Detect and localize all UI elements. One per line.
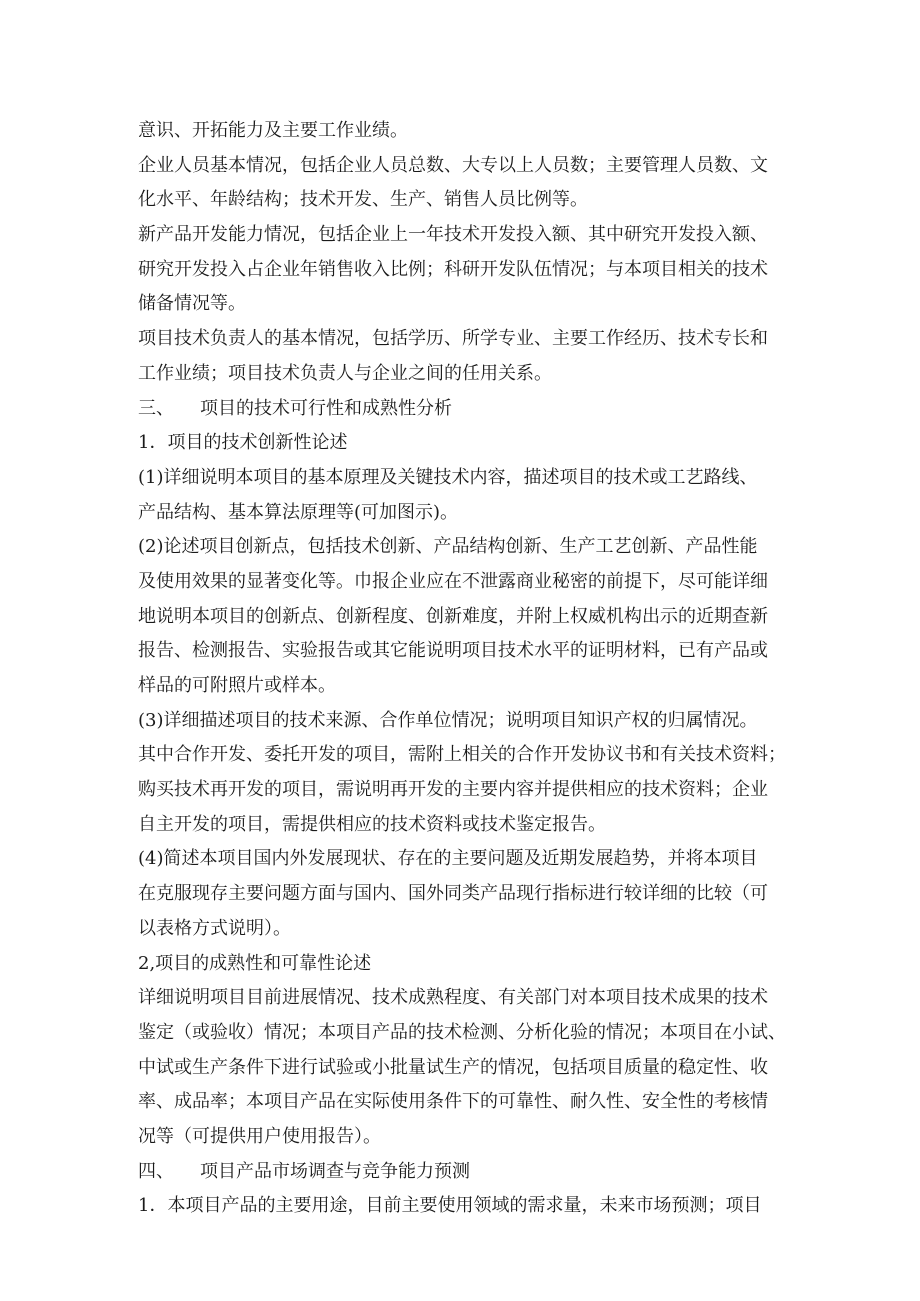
paragraph-line: (3)详细描述项目的技术来源、合作单位情况；说明项目知识产权的归属情况。 — [138, 709, 758, 731]
paragraph-line: 1．本项目产品的主要用途，目前主要使用领域的需求量，未来市场预测；项目 — [138, 1195, 762, 1217]
paragraph-line: 报告、检测报告、实验报告或其它能说明项目技术水平的证明材料，已有产品或 — [138, 640, 768, 662]
paragraph-line: 及使用效果的显著变化等。巾报企业应在不泄露商业秘密的前提下，尽可能详细 — [138, 570, 768, 592]
paragraph-line: 企业人员基本情况，包括企业人员总数、大专以上人员数；主要管理人员数、文 — [138, 154, 768, 176]
paragraph-line: 化水平、年龄结构；技术开发、生产、销售人员比例等。 — [138, 189, 588, 211]
section-number: 四、 — [138, 1160, 174, 1182]
paragraph-line: 研究开发投入占企业年销售收入比例；科研开发队伍情况；与本项目相关的技术 — [138, 258, 768, 280]
paragraph-line: 购买技术再开发的项目，需说明再开发的主要内容并提供相应的技术资料；企业 — [138, 779, 768, 801]
paragraph-line: 项目技术负责人的基本情况，包括学历、所学专业、主要工作经历、技术专长和 — [138, 328, 768, 350]
paragraph-line: 意识、开拓能力及主要工作业绩。 — [138, 120, 408, 141]
section-title: 项目产品市场调查与竞争能力预测 — [200, 1160, 470, 1182]
paragraph-line: 地说明本项目的创新点、创新程度、创新难度，并附上权威机构出示的近期查新 — [138, 605, 768, 627]
paragraph-line: 鉴定（或验收）情况；本项目产品的技术检测、分析化验的情况；本项目在小试、 — [138, 1021, 786, 1043]
paragraph-line: 率、成品率；本项目产品在实际使用条件下的可靠性、耐久性、安全性的考核情 — [138, 1091, 768, 1113]
paragraph-line: 自主开发的项目，需提供相应的技术资料或技术鉴定报告。 — [138, 813, 606, 835]
subsection-heading: 2,项目的成熟性和可靠性论述 — [138, 952, 372, 974]
paragraph-line: 详细说明项目目前进展情况、技术成熟程度、有关部门对本项目技术成果的技术 — [138, 987, 768, 1009]
paragraph-line: 在克服现存主要问题方面与国内、国外同类产品现行指标进行较详细的比较（可 — [138, 883, 768, 905]
paragraph-line: (1)详细说明本项目的基本原理及关键技术内容，描述项目的技术或工艺路线、 — [138, 466, 758, 488]
paragraph-line: 样品的可附照片或样本。 — [138, 675, 336, 696]
paragraph-line: 工作业绩；项目技术负责人与企业之间的任用关系。 — [138, 362, 552, 384]
section-title: 项目的技术可行性和成熟性分析 — [200, 397, 452, 419]
paragraph-line: (2)论述项目创新点，包括技术创新、产品结构创新、生产工艺创新、产品性能 — [138, 536, 758, 558]
paragraph-line: 新产品开发能力情况，包括企业上一年技术开发投入额、其中研究开发投入额、 — [138, 224, 768, 246]
paragraph-line: 其中合作开发、委托开发的项目，需附上相关的合作开发协议书和有关技术资料； — [138, 744, 786, 766]
subsection-heading: 1．项目的技术创新性论述 — [138, 432, 348, 454]
paragraph-line: 以表格方式说明）。 — [138, 917, 291, 939]
section-number: 三、 — [138, 397, 174, 419]
paragraph-line: 中试或生产条件下进行试验或小批量试生产的情况，包括项目质量的稳定性、收 — [138, 1056, 768, 1078]
paragraph-line: 况等（可提供用户使用报告）。 — [138, 1125, 381, 1147]
paragraph-line: 储备情况等。 — [138, 293, 246, 315]
document-body — [138, 114, 788, 1224]
paragraph-line: 产品结构、基本算法原理等(可加图示)。 — [138, 501, 459, 523]
section-heading-4 — [138, 1155, 788, 1190]
section-heading-3 — [138, 392, 788, 427]
paragraph-line: (4)简述本项目国内外发展现状、存在的主要问题及近期发展趋势，并将本项目 — [138, 848, 758, 870]
